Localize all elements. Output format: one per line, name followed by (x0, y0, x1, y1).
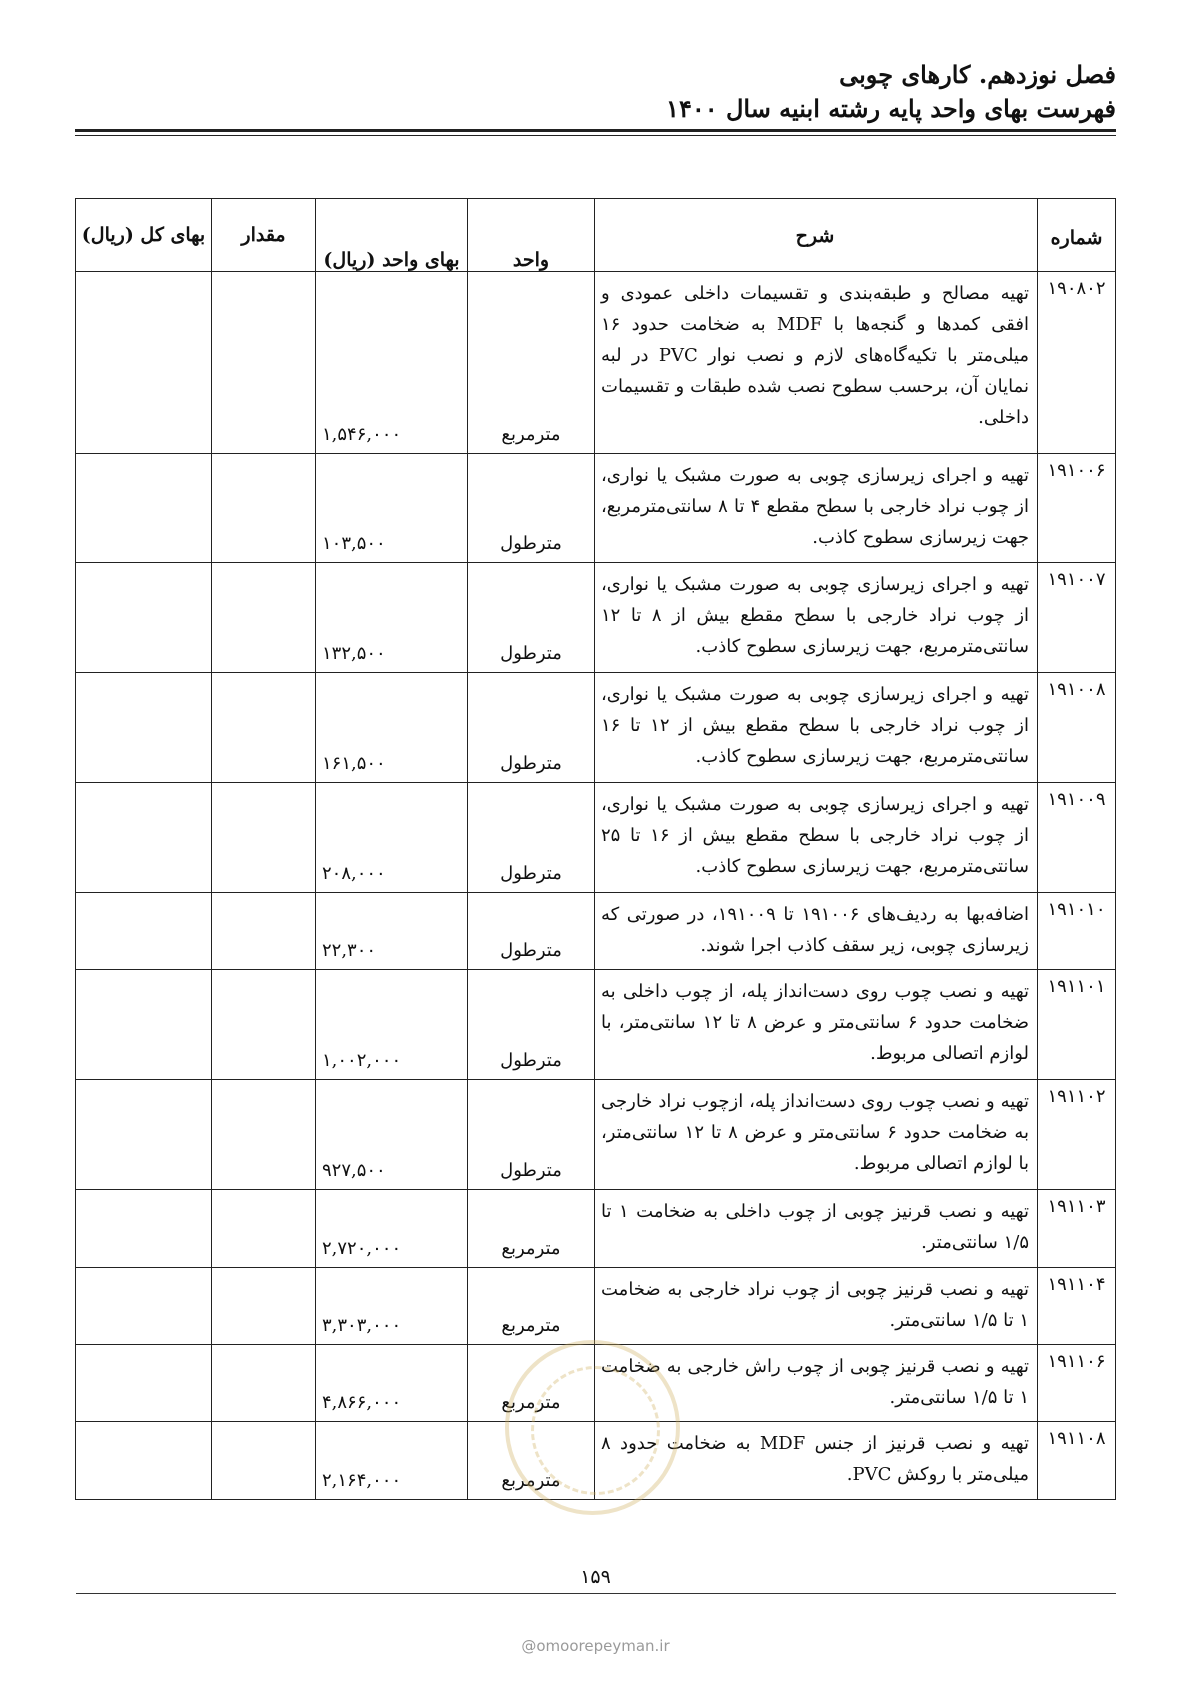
header-description: شرح (595, 199, 1038, 272)
row-description: تهیه و نصب قرنیز چوبی از چوب نراد خارجی به ضخامت ۱ تا ۱/۵ سانتی‌متر. (595, 1268, 1038, 1345)
row-unit-price: ۲۰۸,۰۰۰ (316, 783, 468, 893)
row-unit-price: ۱۶۱,۵۰۰ (316, 673, 468, 783)
row-unit-price: ۴,۸۶۶,۰۰۰ (316, 1345, 468, 1422)
row-description: تهیه و نصب چوب روی دست‌انداز پله، ازچوب نراد خارجی به ضخامت حدود ۶ سانتی‌متر و عرض ۸ تا ۱۲ سانتی‌متر، با لوازم اتصالی مربوط. (595, 1080, 1038, 1190)
row-number: ۱۹۱۰۰۷ (1038, 563, 1116, 673)
row-unit: مترمربع (468, 1422, 595, 1500)
row-total (76, 783, 212, 893)
row-quantity (212, 1190, 316, 1268)
row-total (76, 1422, 212, 1500)
row-number: ۱۹۱۱۰۲ (1038, 1080, 1116, 1190)
row-total (76, 1345, 212, 1422)
website-watermark: @omoorepeyman.ir (521, 1637, 670, 1655)
row-quantity (212, 1080, 316, 1190)
row-quantity (212, 893, 316, 970)
row-unit-price: ۹۲۷,۵۰۰ (316, 1080, 468, 1190)
row-total (76, 563, 212, 673)
header-unit: واحد (468, 199, 595, 272)
footer-rule (76, 1593, 1116, 1594)
chapter-title: فصل نوزدهم. کارهای چوبی (839, 60, 1116, 89)
row-quantity (212, 1268, 316, 1345)
table-row (76, 1190, 1116, 1268)
row-description: تهیه و نصب قرنیز از جنس MDF به ضخامت حدود ۸ میلی‌متر با روکش PVC. (595, 1422, 1038, 1500)
row-quantity (212, 673, 316, 783)
row-unit: مترمربع (468, 1345, 595, 1422)
row-unit: مترطول (468, 893, 595, 970)
row-number: ۱۹۱۱۰۱ (1038, 970, 1116, 1080)
row-unit-price: ۲۲,۳۰۰ (316, 893, 468, 970)
row-quantity (212, 1345, 316, 1422)
page-header (76, 58, 1116, 126)
row-description: تهیه و اجرای زیرسازی چوبی به صورت مشبک یا نواری، از چوب نراد خارجی با سطح مقطع ۴ تا ۸ سانتی‌مترمربع، جهت زیرسازی سطوح کاذب. (595, 454, 1038, 563)
row-unit-price: ۱۳۲,۵۰۰ (316, 563, 468, 673)
row-number: ۱۹۱۱۰۳ (1038, 1190, 1116, 1268)
row-description: تهیه و اجرای زیرسازی چوبی به صورت مشبک یا نواری، از چوب نراد خارجی با سطح مقطع بیش از ۱۲ تا ۱۶ سانتی‌مترمربع، جهت زیرسازی سطوح کاذب. (595, 673, 1038, 783)
row-number: ۱۹۱۰۱۰ (1038, 893, 1116, 970)
header-unit-price: بهای واحد (ریال) (316, 199, 468, 272)
row-unit: مترمربع (468, 272, 595, 454)
table-row (76, 563, 1116, 673)
row-description: تهیه و نصب قرنیز چوبی از چوب راش خارجی به ضخامت ۱ تا ۱/۵ سانتی‌متر. (595, 1345, 1038, 1422)
row-quantity (212, 563, 316, 673)
row-number: ۱۹۱۱۰۶ (1038, 1345, 1116, 1422)
row-number: ۱۹۱۰۰۹ (1038, 783, 1116, 893)
row-quantity (212, 272, 316, 454)
table-row (76, 783, 1116, 893)
row-description: تهیه و اجرای زیرسازی چوبی به صورت مشبک یا نواری، از چوب نراد خارجی با سطح مقطع بیش از ۱۶ تا ۲۵ سانتی‌مترمربع، جهت زیرسازی سطوح کاذب. (595, 783, 1038, 893)
row-total (76, 970, 212, 1080)
row-unit-price: ۱,۰۰۲,۰۰۰ (316, 970, 468, 1080)
row-unit: مترطول (468, 783, 595, 893)
row-unit: مترطول (468, 673, 595, 783)
row-quantity (212, 970, 316, 1080)
header-rule-thin (75, 135, 1116, 136)
row-number: ۱۹۱۰۰۸ (1038, 673, 1116, 783)
row-quantity (212, 783, 316, 893)
row-unit-price: ۱۰۳,۵۰۰ (316, 454, 468, 563)
header-number: شماره (1038, 199, 1116, 272)
table-row (76, 1422, 1116, 1500)
table-header-row (76, 199, 1116, 272)
row-total (76, 272, 212, 454)
table-row (76, 272, 1116, 454)
row-number: ۱۹۰۸۰۲ (1038, 272, 1116, 454)
table-row (76, 673, 1116, 783)
price-list-title: فهرست بهای واحد پایه رشته ابنیه سال ۱۴۰۰ (666, 94, 1116, 123)
row-total (76, 673, 212, 783)
row-number: ۱۹۱۱۰۸ (1038, 1422, 1116, 1500)
row-description: تهیه مصالح و طبقه‌بندی و تقسیمات داخلی عمودی و افقی کمدها و گنجه‌ها با MDF به ضخامت حدود ۱۶ میلی‌متر با تکیه‌گاه‌های لازم و نصب نوار PVC در لبه نمایان آن، برحسب سطوح نصب شده طبقات و تقسیمات داخلی. (595, 272, 1038, 454)
row-unit: مترطول (468, 454, 595, 563)
row-number: ۱۹۱۰۰۶ (1038, 454, 1116, 563)
row-unit-price: ۲,۷۲۰,۰۰۰ (316, 1190, 468, 1268)
row-quantity (212, 1422, 316, 1500)
row-description: اضافه‌بها به ردیف‌های ۱۹۱۰۰۶ تا ۱۹۱۰۰۹، در صورتی که زیرسازی چوبی، زیر سقف کاذب اجرا شوند. (595, 893, 1038, 970)
table-row (76, 1080, 1116, 1190)
table-row (76, 893, 1116, 970)
row-quantity (212, 454, 316, 563)
row-unit-price: ۱,۵۴۶,۰۰۰ (316, 272, 468, 454)
row-unit: مترمربع (468, 1268, 595, 1345)
table-row (76, 454, 1116, 563)
row-total (76, 1080, 212, 1190)
table-row (76, 1268, 1116, 1345)
price-table (75, 198, 1116, 1500)
table-row (76, 1345, 1116, 1422)
row-description: تهیه و نصب چوب روی دست‌انداز پله، از چوب داخلی به ضخامت حدود ۶ سانتی‌متر و عرض ۸ تا ۱۲ سانتی‌متر، با لوازم اتصالی مربوط. (595, 970, 1038, 1080)
header-quantity: مقدار (212, 199, 316, 272)
row-unit-price: ۳,۳۰۳,۰۰۰ (316, 1268, 468, 1345)
row-total (76, 1190, 212, 1268)
row-unit: مترطول (468, 563, 595, 673)
page-number: ۱۵۹ (580, 1566, 611, 1588)
row-number: ۱۹۱۱۰۴ (1038, 1268, 1116, 1345)
table-row (76, 970, 1116, 1080)
row-unit: مترطول (468, 1080, 595, 1190)
row-unit: مترطول (468, 970, 595, 1080)
row-unit-price: ۲,۱۶۴,۰۰۰ (316, 1422, 468, 1500)
row-total (76, 1268, 212, 1345)
row-description: تهیه و نصب قرنیز چوبی از چوب داخلی به ضخامت ۱ تا ۱/۵ سانتی‌متر. (595, 1190, 1038, 1268)
row-description: تهیه و اجرای زیرسازی چوبی به صورت مشبک یا نواری، از چوب نراد خارجی با سطح مقطع بیش از ۸ تا ۱۲ سانتی‌مترمربع، جهت زیرسازی سطوح کاذب. (595, 563, 1038, 673)
row-total (76, 454, 212, 563)
header-total-price: بهای کل (ریال) (76, 199, 212, 272)
header-rule-thick (75, 129, 1116, 132)
row-total (76, 893, 212, 970)
row-unit: مترمربع (468, 1190, 595, 1268)
